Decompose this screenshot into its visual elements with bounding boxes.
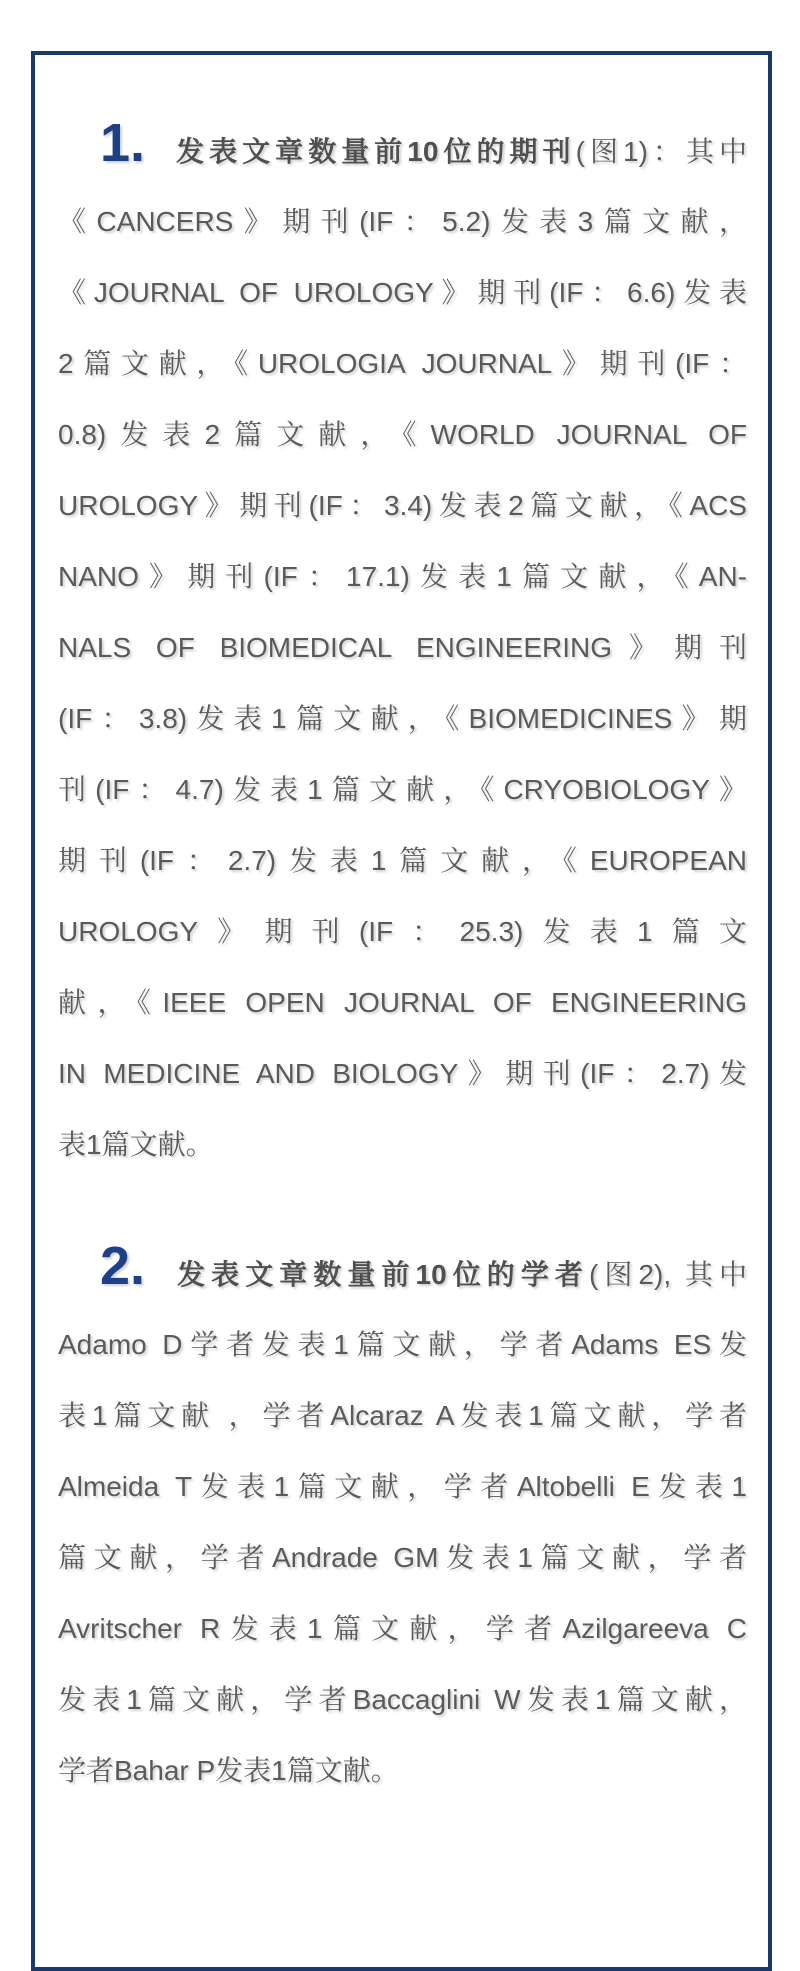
article-content xyxy=(58,100,747,1806)
text-line: Almeida T发表1篇文献，学者Altobelli E发表1 xyxy=(58,1471,747,1502)
section-top-authors xyxy=(58,1223,747,1806)
section-title: 发表文章数量前10位的期刊 xyxy=(171,136,576,167)
text-line: UROLOGY》期刊(IF：25.3)发表1篇文 xyxy=(58,916,747,947)
text-line: 2篇文献，《UROLOGIA JOURNAL》期刊(IF： xyxy=(58,348,747,379)
text-line: 《JOURNAL OF UROLOGY》期刊(IF：6.6)发表 xyxy=(58,277,747,308)
text-line: (IF：3.8)发表1篇文献，《BIOMEDICINES》期 xyxy=(58,703,747,734)
section-number: 2. xyxy=(100,1236,146,1296)
section-heading xyxy=(58,100,747,186)
text-line: 献，《IEEE OPEN JOURNAL OF ENGINEERING xyxy=(58,987,747,1018)
section-top-journals xyxy=(58,100,747,1180)
text-line: Avritscher R发表1篇文献，学者Azilgareeva C xyxy=(58,1613,747,1644)
text-line: 《CANCERS》期刊(IF：5.2)发表3篇文献， xyxy=(58,206,747,237)
section-title-suffix: (图2), 其中 xyxy=(588,1259,748,1290)
text-line: NALS OF BIOMEDICAL ENGINEERING》期刊 xyxy=(58,632,747,663)
text-line: Adamo D学者发表1篇文献，学者Adams ES发 xyxy=(58,1329,747,1360)
section-title: 发表文章数量前10位的学者 xyxy=(171,1259,589,1290)
text-line: IN MEDICINE AND BIOLOGY》期刊(IF：2.7)发 xyxy=(58,1058,747,1089)
text-line: 期刊(IF：2.7)发表1篇文献，《EUROPEAN xyxy=(58,845,747,876)
text-line: 刊(IF：4.7)发表1篇文献，《CRYOBIOLOGY》 xyxy=(58,774,747,805)
text-line: UROLOGY》期刊(IF：3.4)发表2篇文献，《ACS xyxy=(58,490,747,521)
text-line: 学者Bahar P发表1篇文献。 xyxy=(58,1755,399,1786)
text-line: 发表1篇文献，学者Baccaglini W发表1篇文献， xyxy=(58,1684,747,1715)
text-line: 篇文献，学者Andrade GM发表1篇文献，学者 xyxy=(58,1542,747,1573)
section-heading xyxy=(58,1223,747,1309)
text-line: NANO》期刊(IF：17.1)发表1篇文献，《AN- xyxy=(58,561,747,592)
text-line: 0.8)发表2篇文献，《WORLD JOURNAL OF xyxy=(58,419,747,450)
section-title-suffix: (图1)：其中 xyxy=(575,136,747,167)
text-line: 表1篇文献 ，学者Alcaraz A发表1篇文献，学者 xyxy=(58,1400,747,1431)
text-line: 表1篇文献。 xyxy=(58,1129,214,1160)
section-number: 1. xyxy=(100,113,146,173)
